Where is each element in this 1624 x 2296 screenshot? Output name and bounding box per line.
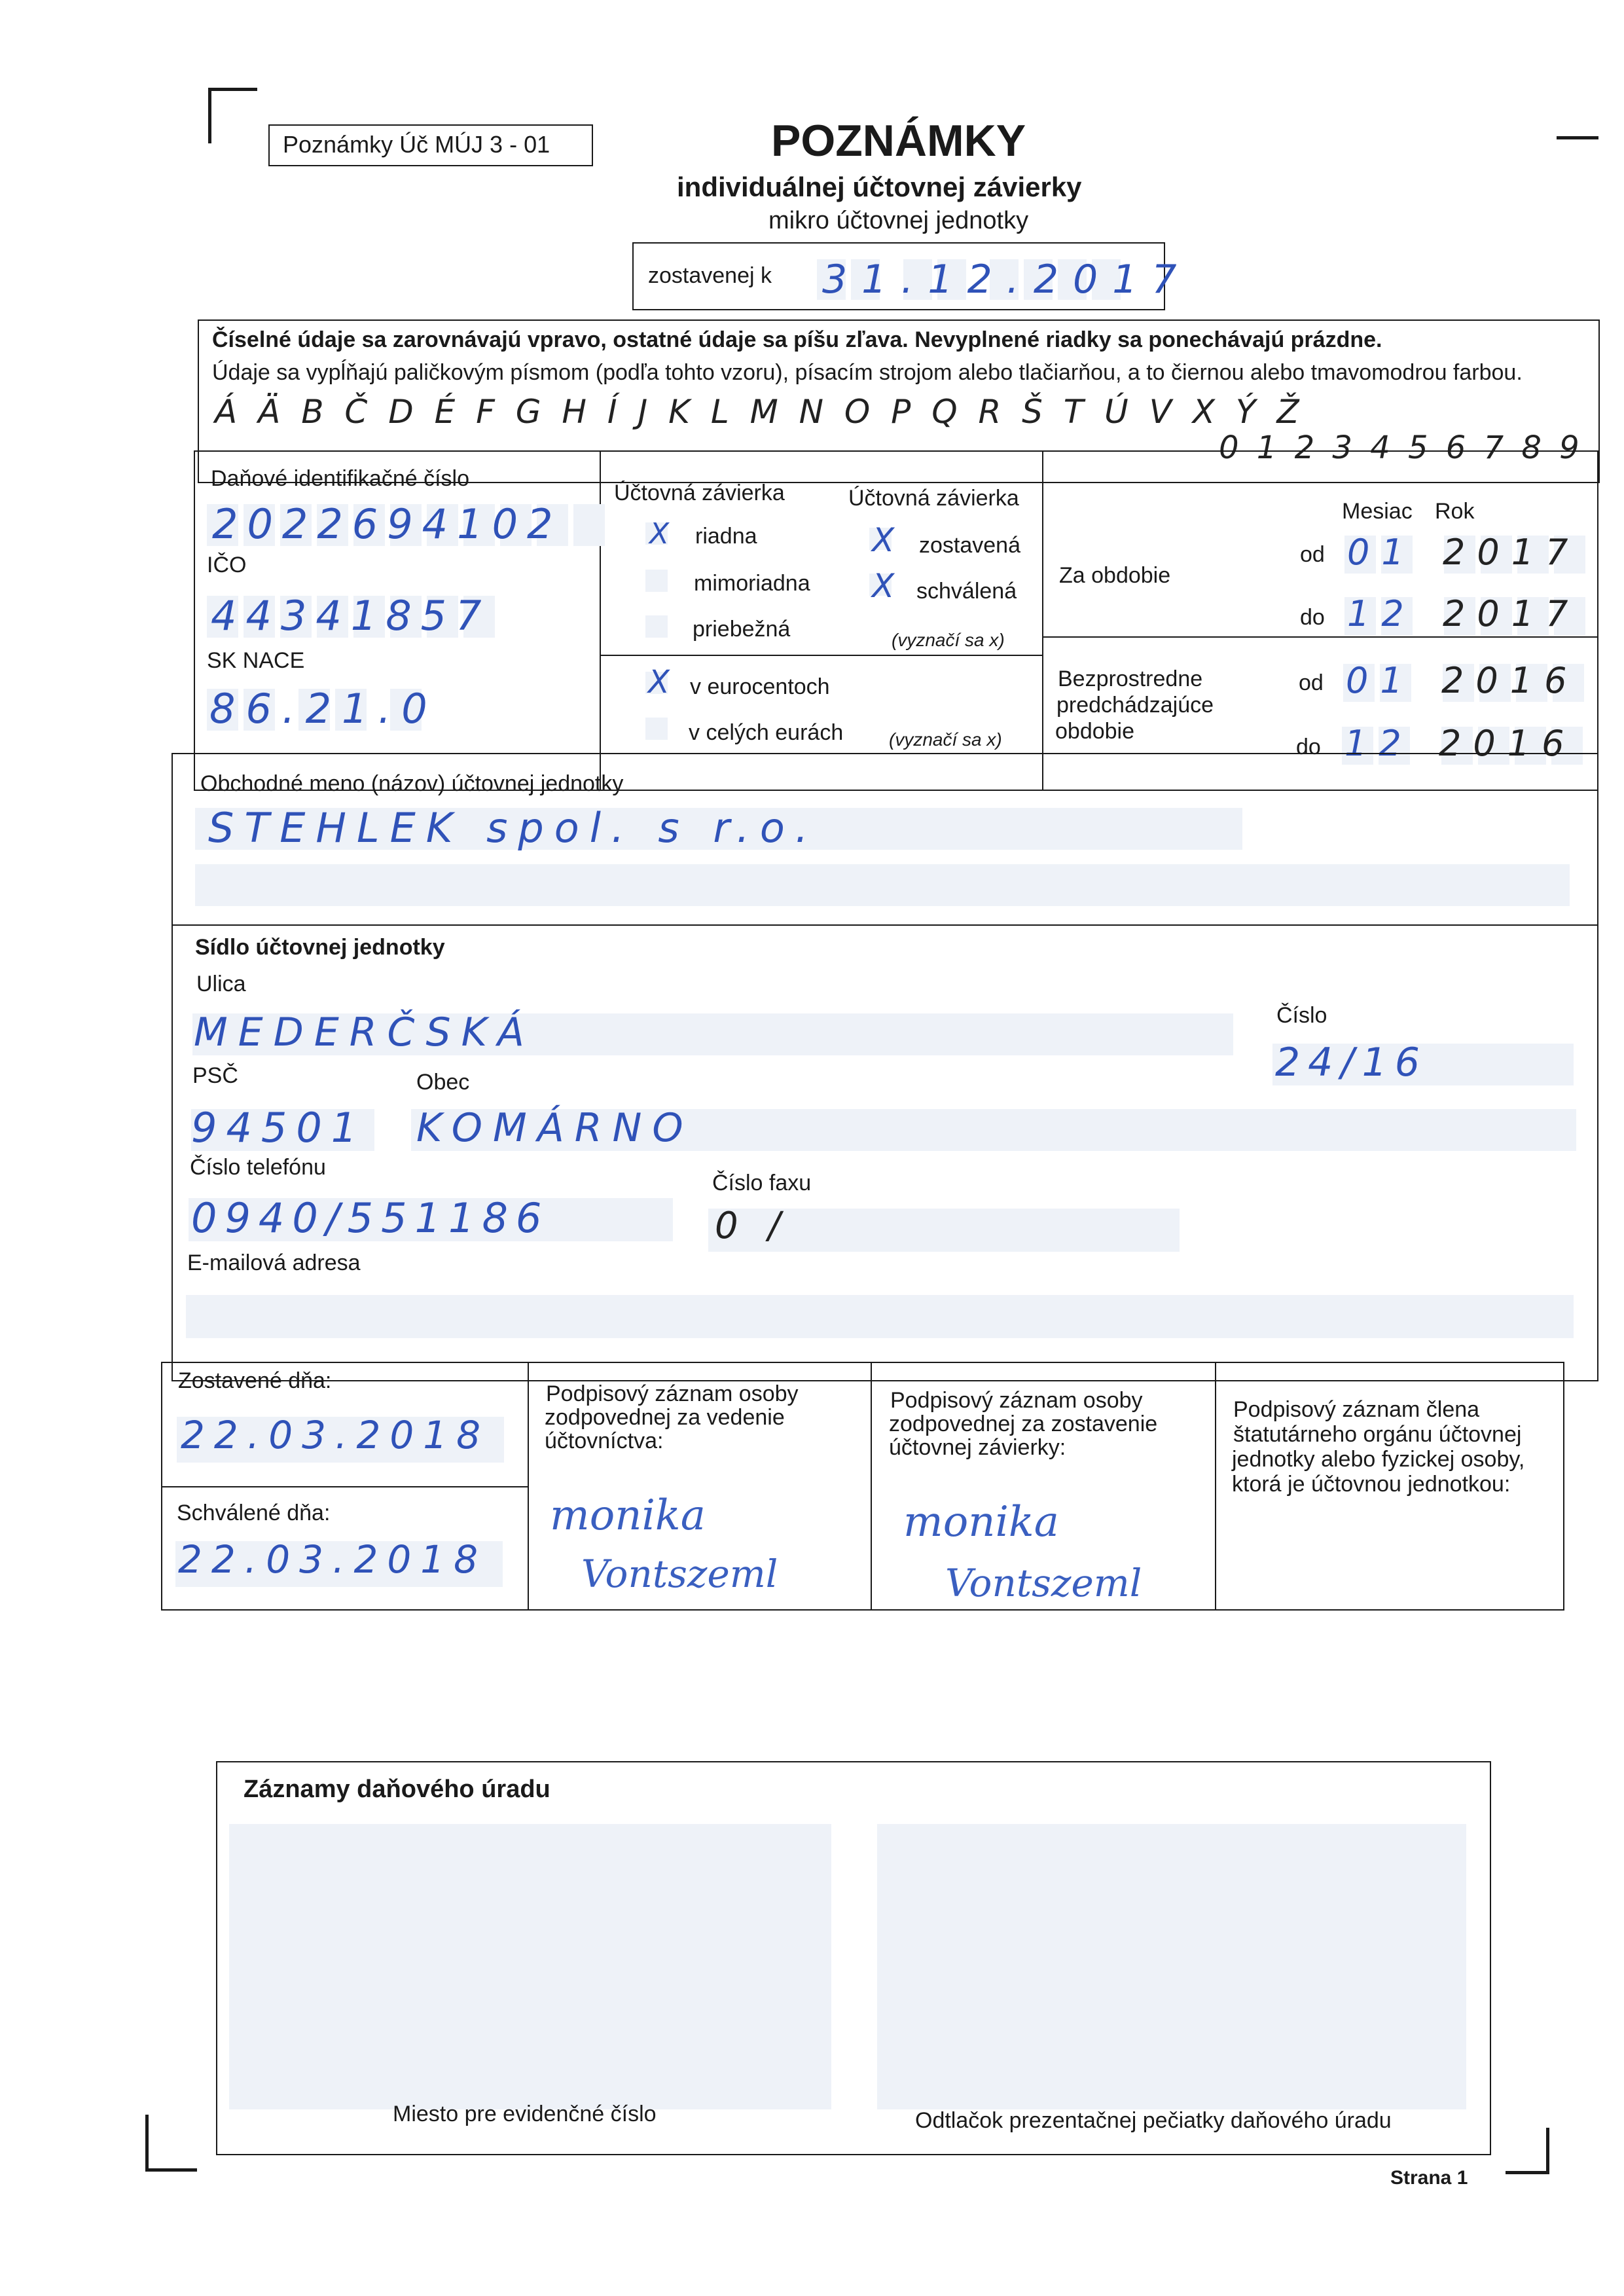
corner-mark-top-right [1557,136,1598,139]
cmp-signature-line-2: Vontszeml [945,1561,1142,1605]
year-label: Rok [1435,499,1475,524]
fax-label: Číslo faxu [712,1171,812,1195]
prev-to-label: do [1296,735,1321,759]
acc-signature-line-1: monika [550,1491,706,1540]
house-number-label: Číslo [1276,1003,1327,1028]
prev-from-label: od [1299,670,1324,695]
prev-to-year[interactable]: 2016 [1439,723,1576,764]
psc-label: PSČ [192,1063,238,1088]
compiled-date-value[interactable]: 31.12.2017 [822,257,1191,302]
cur-to-month[interactable]: 12 [1347,593,1416,634]
compiled-on-value[interactable]: 22.03.2018 [181,1413,490,1457]
divider-sig-1 [528,1362,529,1611]
approved-on-label: Schválené dňa: [177,1501,331,1525]
tax-office-title: Záznamy daňového úradu [244,1776,550,1803]
divider-closure-units [600,655,1042,656]
company-name-label: Obchodné meno (názov) účtovnej jednotky [200,771,624,796]
mark-riadna: X [649,517,670,551]
prev-from-month[interactable]: 01 [1346,660,1415,701]
company-name-cells-2 [195,864,1570,906]
email-label: E-mailová adresa [187,1250,361,1275]
stat-sign-label-1: Podpisový záznam člena [1233,1397,1480,1422]
house-number-value[interactable]: 24/16 [1275,1040,1428,1085]
cur-to-year[interactable]: 2017 [1443,593,1580,634]
prev-from-year[interactable]: 2016 [1441,660,1579,701]
corner-mark-bottom-left [145,2115,197,2172]
compiled-date-label: zostavenej k [648,263,772,288]
page-title: POZNÁMKY [771,116,1026,166]
checkbox-mimoriadna[interactable] [645,570,668,592]
form-code: Poznámky Úč MÚJ 3 - 01 [283,131,550,158]
email-cells [186,1295,1574,1338]
units-mark-hint: (vyznačí sa x) [889,729,1002,750]
nace-label: SK NACE [207,648,305,673]
closure-mark-hint: (vyznačí sa x) [892,630,1005,650]
cmp-sign-label-3: účtovnej závierky: [889,1435,1066,1460]
acc-signature-line-2: Vontszeml [581,1552,778,1596]
prev-period-label-2: predchádzajúce [1056,693,1214,718]
divider-dates [161,1486,528,1487]
label-priebezna: priebežná [693,617,791,642]
ico-label: IČO [207,553,247,577]
month-label: Mesiac [1342,499,1413,524]
divider-sig-2 [871,1362,872,1611]
psc-value[interactable]: 94501 [191,1104,367,1152]
mark-eurocent: X [648,664,670,701]
stat-sign-label-3: jednotky alebo fyzickej osoby, [1232,1447,1525,1472]
checkbox-priebezna[interactable] [645,615,668,638]
city-label: Obec [416,1070,470,1095]
acc-sign-label-2: zodpovednej za vedenie [545,1405,785,1430]
divider-sig-3 [1215,1362,1216,1611]
sample-letters: Á Ä B Č D É F G H Í J K L M N O P Q R Š T Ú V X Ý Ž [215,393,1305,431]
corner-mark-top-left [208,88,257,143]
page-subtitle-1: individuálnej účtovnej závierky [677,172,1082,202]
divider-seat [171,924,1598,926]
divider-ids-closure [600,450,601,791]
label-riadna: riadna [695,524,757,549]
divider-closure-period [1042,450,1043,791]
divider-period-prev [1042,636,1598,638]
corner-mark-bottom-right [1506,2128,1549,2174]
closure-header-left: Účtovná závierka [614,481,785,505]
dic-value[interactable]: 2022694102 [212,500,562,548]
cmp-sign-label-1: Podpisový záznam osoby [890,1388,1143,1413]
label-schvalena: schválená [916,579,1017,604]
nace-value[interactable]: 86.21.0 [209,685,438,733]
seat-label: Sídlo účtovnej jednotky [195,935,445,960]
street-value[interactable]: MEDERČSKÁ [194,1010,535,1055]
city-value[interactable]: KOMÁRNO [416,1105,694,1151]
acc-sign-label-1: Podpisový záznam osoby [546,1381,799,1406]
company-name-value[interactable]: STEHLEK spol. s r.o. [208,804,819,852]
stat-sign-label-4: ktorá je účtovnou jednotkou: [1232,1472,1511,1497]
stamp-area [877,1824,1466,2109]
fax-value[interactable]: 0 / [715,1205,790,1247]
mark-zostavena: X [872,521,895,559]
cmp-signature-line-1: monika [903,1498,1059,1546]
page-subtitle-2: mikro účtovnej jednotky [768,207,1029,234]
compiled-on-label: Zostavené dňa: [178,1368,332,1393]
cur-from-label: od [1300,542,1325,567]
acc-sign-label-3: účtovníctva: [545,1429,664,1453]
cur-from-year[interactable]: 2017 [1443,532,1580,573]
evidence-number-area [229,1824,831,2109]
label-zostavena: zostavená [919,533,1020,558]
street-label: Ulica [196,972,246,996]
current-period-label: Za obdobie [1059,563,1171,588]
sample-digits: 0 1 2 3 4 5 6 7 8 9 [1219,429,1583,466]
prev-to-month[interactable]: 12 [1344,723,1413,764]
label-mimoriadna: mimoriadna [694,571,810,596]
label-eurocent: v eurocentoch [690,674,830,699]
instructions-line-2: Údaje sa vypĺňajú paličkovým písmom (podľa tohto vzoru), písacím strojom alebo tlačiarňou, a to čiernou alebo tmavomodrou farbou. [212,360,1523,385]
evidence-number-caption: Miesto pre evidenčné číslo [393,2102,657,2126]
prev-period-label-3: obdobie [1055,719,1135,744]
label-eur: v celých eurách [689,720,844,745]
closure-header-right: Účtovná závierka [848,486,1019,511]
cmp-sign-label-2: zodpovednej za zostavenie [889,1412,1158,1436]
stamp-caption: Odtlačok prezentačnej pečiatky daňového úradu [915,2108,1392,2133]
cur-from-month[interactable]: 01 [1347,532,1416,573]
ico-value[interactable]: 44341857 [211,592,491,640]
approved-on-value[interactable]: 22.03.2018 [178,1537,488,1582]
checkbox-eur[interactable] [645,718,668,740]
phone-value[interactable]: 0940/551186 [191,1194,550,1242]
phone-label: Číslo telefónu [190,1155,326,1180]
stat-sign-label-2: štatutárneho orgánu účtovnej [1233,1422,1522,1447]
prev-period-label-1: Bezprostredne [1058,666,1203,691]
page-number: Strana 1 [1390,2167,1468,2189]
cur-to-label: do [1300,605,1325,630]
instructions-line-1: Číselné údaje sa zarovnávajú vpravo, ostatné údaje sa píšu zľava. Nevyplnené riadky sa ponechávajú prázdne. [212,327,1382,352]
mark-schvalena: X [872,567,895,605]
dic-label: Daňové identifikačné číslo [211,466,470,491]
